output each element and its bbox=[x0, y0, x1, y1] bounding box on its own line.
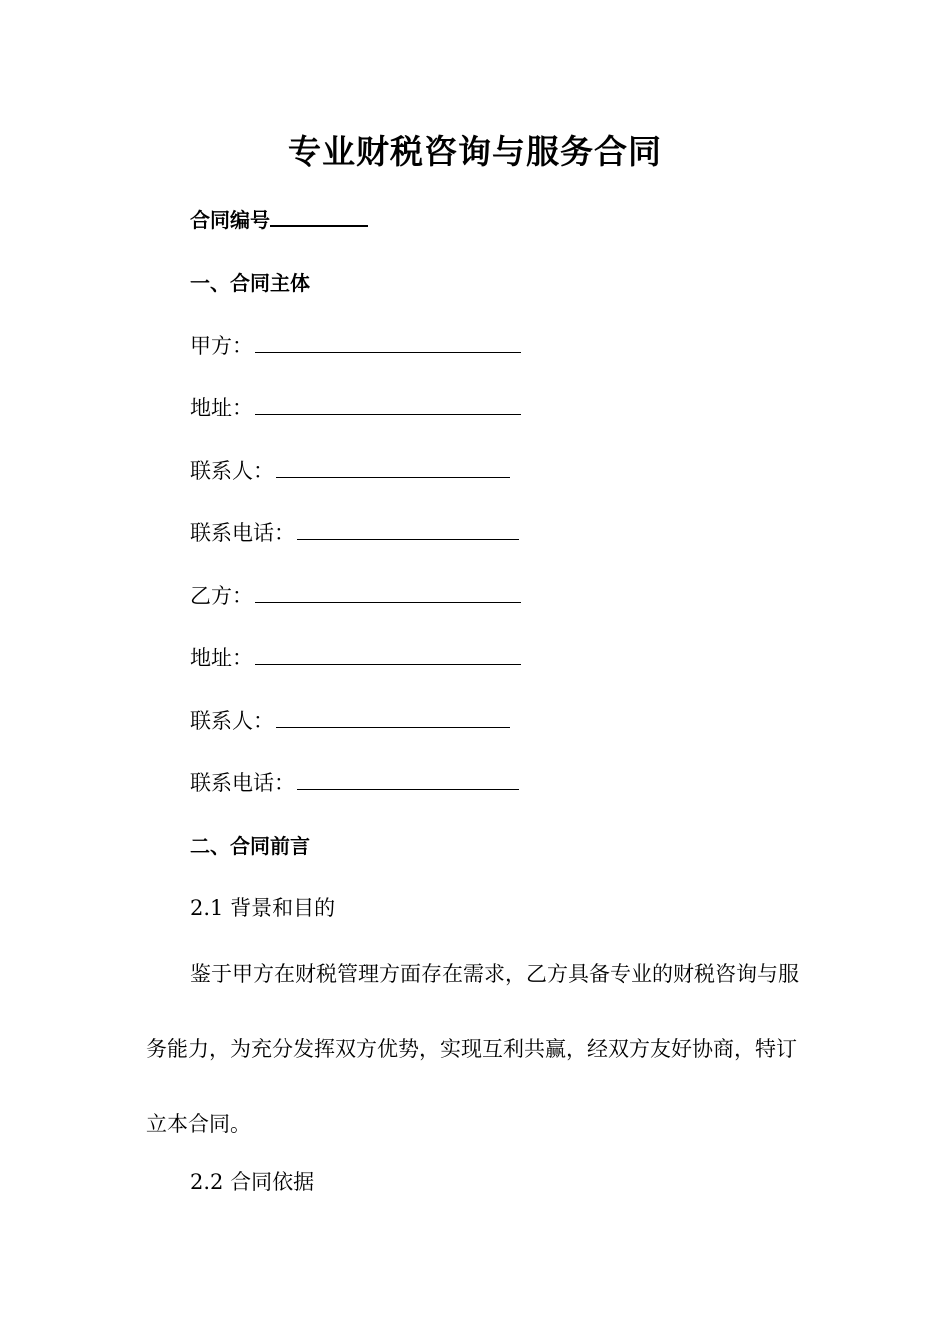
contract-number-line bbox=[190, 205, 368, 235]
party-b-address-label: 地址： bbox=[190, 646, 253, 670]
contract-number-label: 合同编号 bbox=[190, 208, 270, 232]
party-b-line bbox=[190, 581, 521, 611]
section2-sub1-paragraph: 鉴于甲方在财税管理方面存在需求，乙方具备专业的财税咨询与服务能力，为充分发挥双方优势，实现互利共赢，经双方友好协商，特订立本合同。 bbox=[146, 962, 799, 1136]
party-a-phone-blank[interactable] bbox=[297, 519, 519, 540]
section2-sub2-title: 2.2 合同依据 bbox=[190, 1170, 315, 1194]
party-a-phone-label: 联系电话： bbox=[190, 521, 295, 545]
party-a-contact-line bbox=[190, 456, 510, 486]
party-b-label: 乙方： bbox=[190, 584, 253, 608]
party-b-blank[interactable] bbox=[255, 582, 521, 603]
party-a-phone-line bbox=[190, 518, 519, 548]
party-b-address-line bbox=[190, 643, 521, 673]
party-a-label: 甲方： bbox=[190, 334, 253, 358]
party-b-address-blank[interactable] bbox=[255, 644, 521, 665]
section1-heading: 一、合同主体 bbox=[190, 271, 310, 295]
party-b-phone-line bbox=[190, 768, 519, 798]
section2-sub1-title: 2.1 背景和目的 bbox=[190, 896, 336, 920]
contract-number-blank[interactable] bbox=[270, 205, 368, 227]
party-a-address-blank[interactable] bbox=[255, 394, 521, 415]
party-a-address-label: 地址： bbox=[190, 396, 253, 420]
document-title: 专业财税咨询与服务合同 bbox=[288, 132, 662, 171]
party-a-contact-blank[interactable] bbox=[276, 457, 510, 478]
party-a-address-line bbox=[190, 393, 521, 423]
party-a-blank[interactable] bbox=[255, 332, 521, 353]
party-b-contact-label: 联系人： bbox=[190, 709, 274, 733]
party-a-contact-label: 联系人： bbox=[190, 459, 274, 483]
party-b-contact-line bbox=[190, 706, 510, 736]
party-a-line bbox=[190, 331, 521, 361]
party-b-phone-blank[interactable] bbox=[297, 769, 519, 790]
party-b-phone-label: 联系电话： bbox=[190, 771, 295, 795]
section2-heading: 二、合同前言 bbox=[190, 834, 310, 858]
party-b-contact-blank[interactable] bbox=[276, 707, 510, 728]
